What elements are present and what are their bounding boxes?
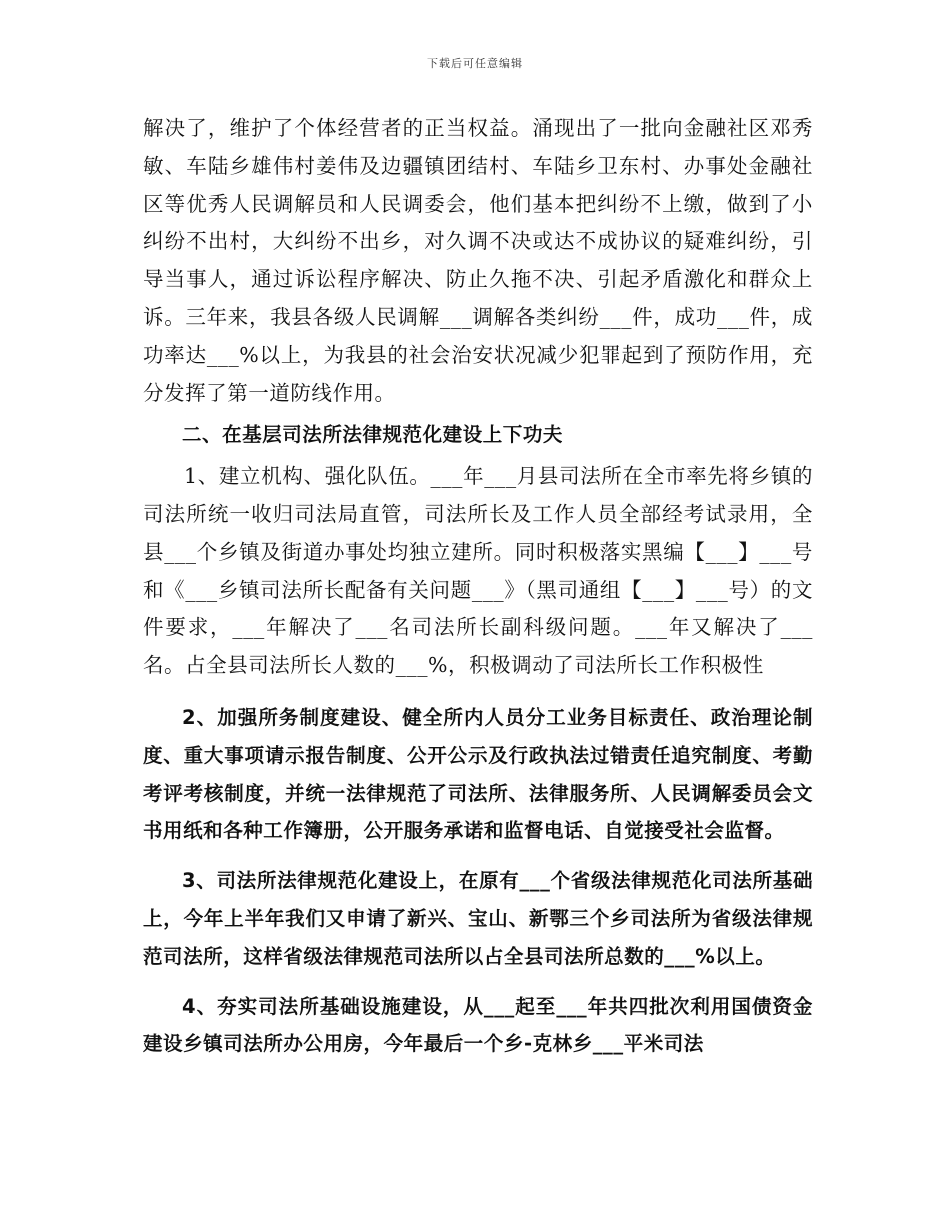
paragraph-4: 4、夯实司法所基础设施建设，从___起至___年共四批次利用国债资金建设乡镇司法所办公用房，今年最后一个乡-克林乡___平米司法 bbox=[143, 994, 813, 1056]
document-body bbox=[143, 110, 813, 1063]
paragraph-2: 2、加强所务制度建设、健全所内人员分工业务目标责任、政治理论制度、重大事项请示报告制度、公开公示及行政执法过错责任追究制度、考勤考评考核制度，并统一法律规范了司法所、法律服务所、人民调解委员会文书用纸和各种工作簿册，公开服务承诺和监督电话、自觉接受社会监督。 bbox=[143, 705, 813, 843]
paragraph-3: 3、司法所法律规范化建设上，在原有___个省级法律规范化司法所基础上，今年上半年我们又申请了新兴、宝山、新鄂三个乡司法所为省级法律规范司法所，这样省级法律规范司法所以占全县司法所总数的___%以上。 bbox=[143, 869, 813, 968]
paragraph-continuation: 解决了，维护了个体经营者的正当权益。涌现出了一批向金融社区邓秀敏、车陆乡雄伟村姜伟及边疆镇团结村、车陆乡卫东村、办事处金融社区等优秀人民调解员和人民调委会，他们基本把纠纷不上缴，做到了小纠纷不出村，大纠纷不出乡，对久调不决或达不成协议的疑难纠纷，引导当事人，通过诉讼程序解决、防止久拖不决、引起矛盾激化和群众上诉。三年来，我县各级人民调解___调解各类纠纷___件，成功___件，成功率达___%以上，为我县的社会治安状况减少犯罪起到了预防作用，充分发挥了第一道防线作用。 bbox=[143, 116, 813, 405]
section-heading: 二、在基层司法所法律规范化建设上下功夫 bbox=[182, 423, 563, 447]
page-header: 下载后可任意编辑 bbox=[427, 57, 523, 70]
paragraph-1: 1、建立机构、强化队伍。___年___月县司法所在全市率先将乡镇的司法所统一收归司法局直管，司法所长及工作人员全部经考试录用，全县___个乡镇及街道办事处均独立建所。同时积极落实黑编【___】___号和《___乡镇司法所长配备有关问题___》（黑司通组【___】___号）的文件要求，___年解决了___名司法所长副科级问题。___年又解决了___名。占全县司法所长人数的___%，积极调动了司法所长工作积极性 bbox=[143, 464, 813, 678]
